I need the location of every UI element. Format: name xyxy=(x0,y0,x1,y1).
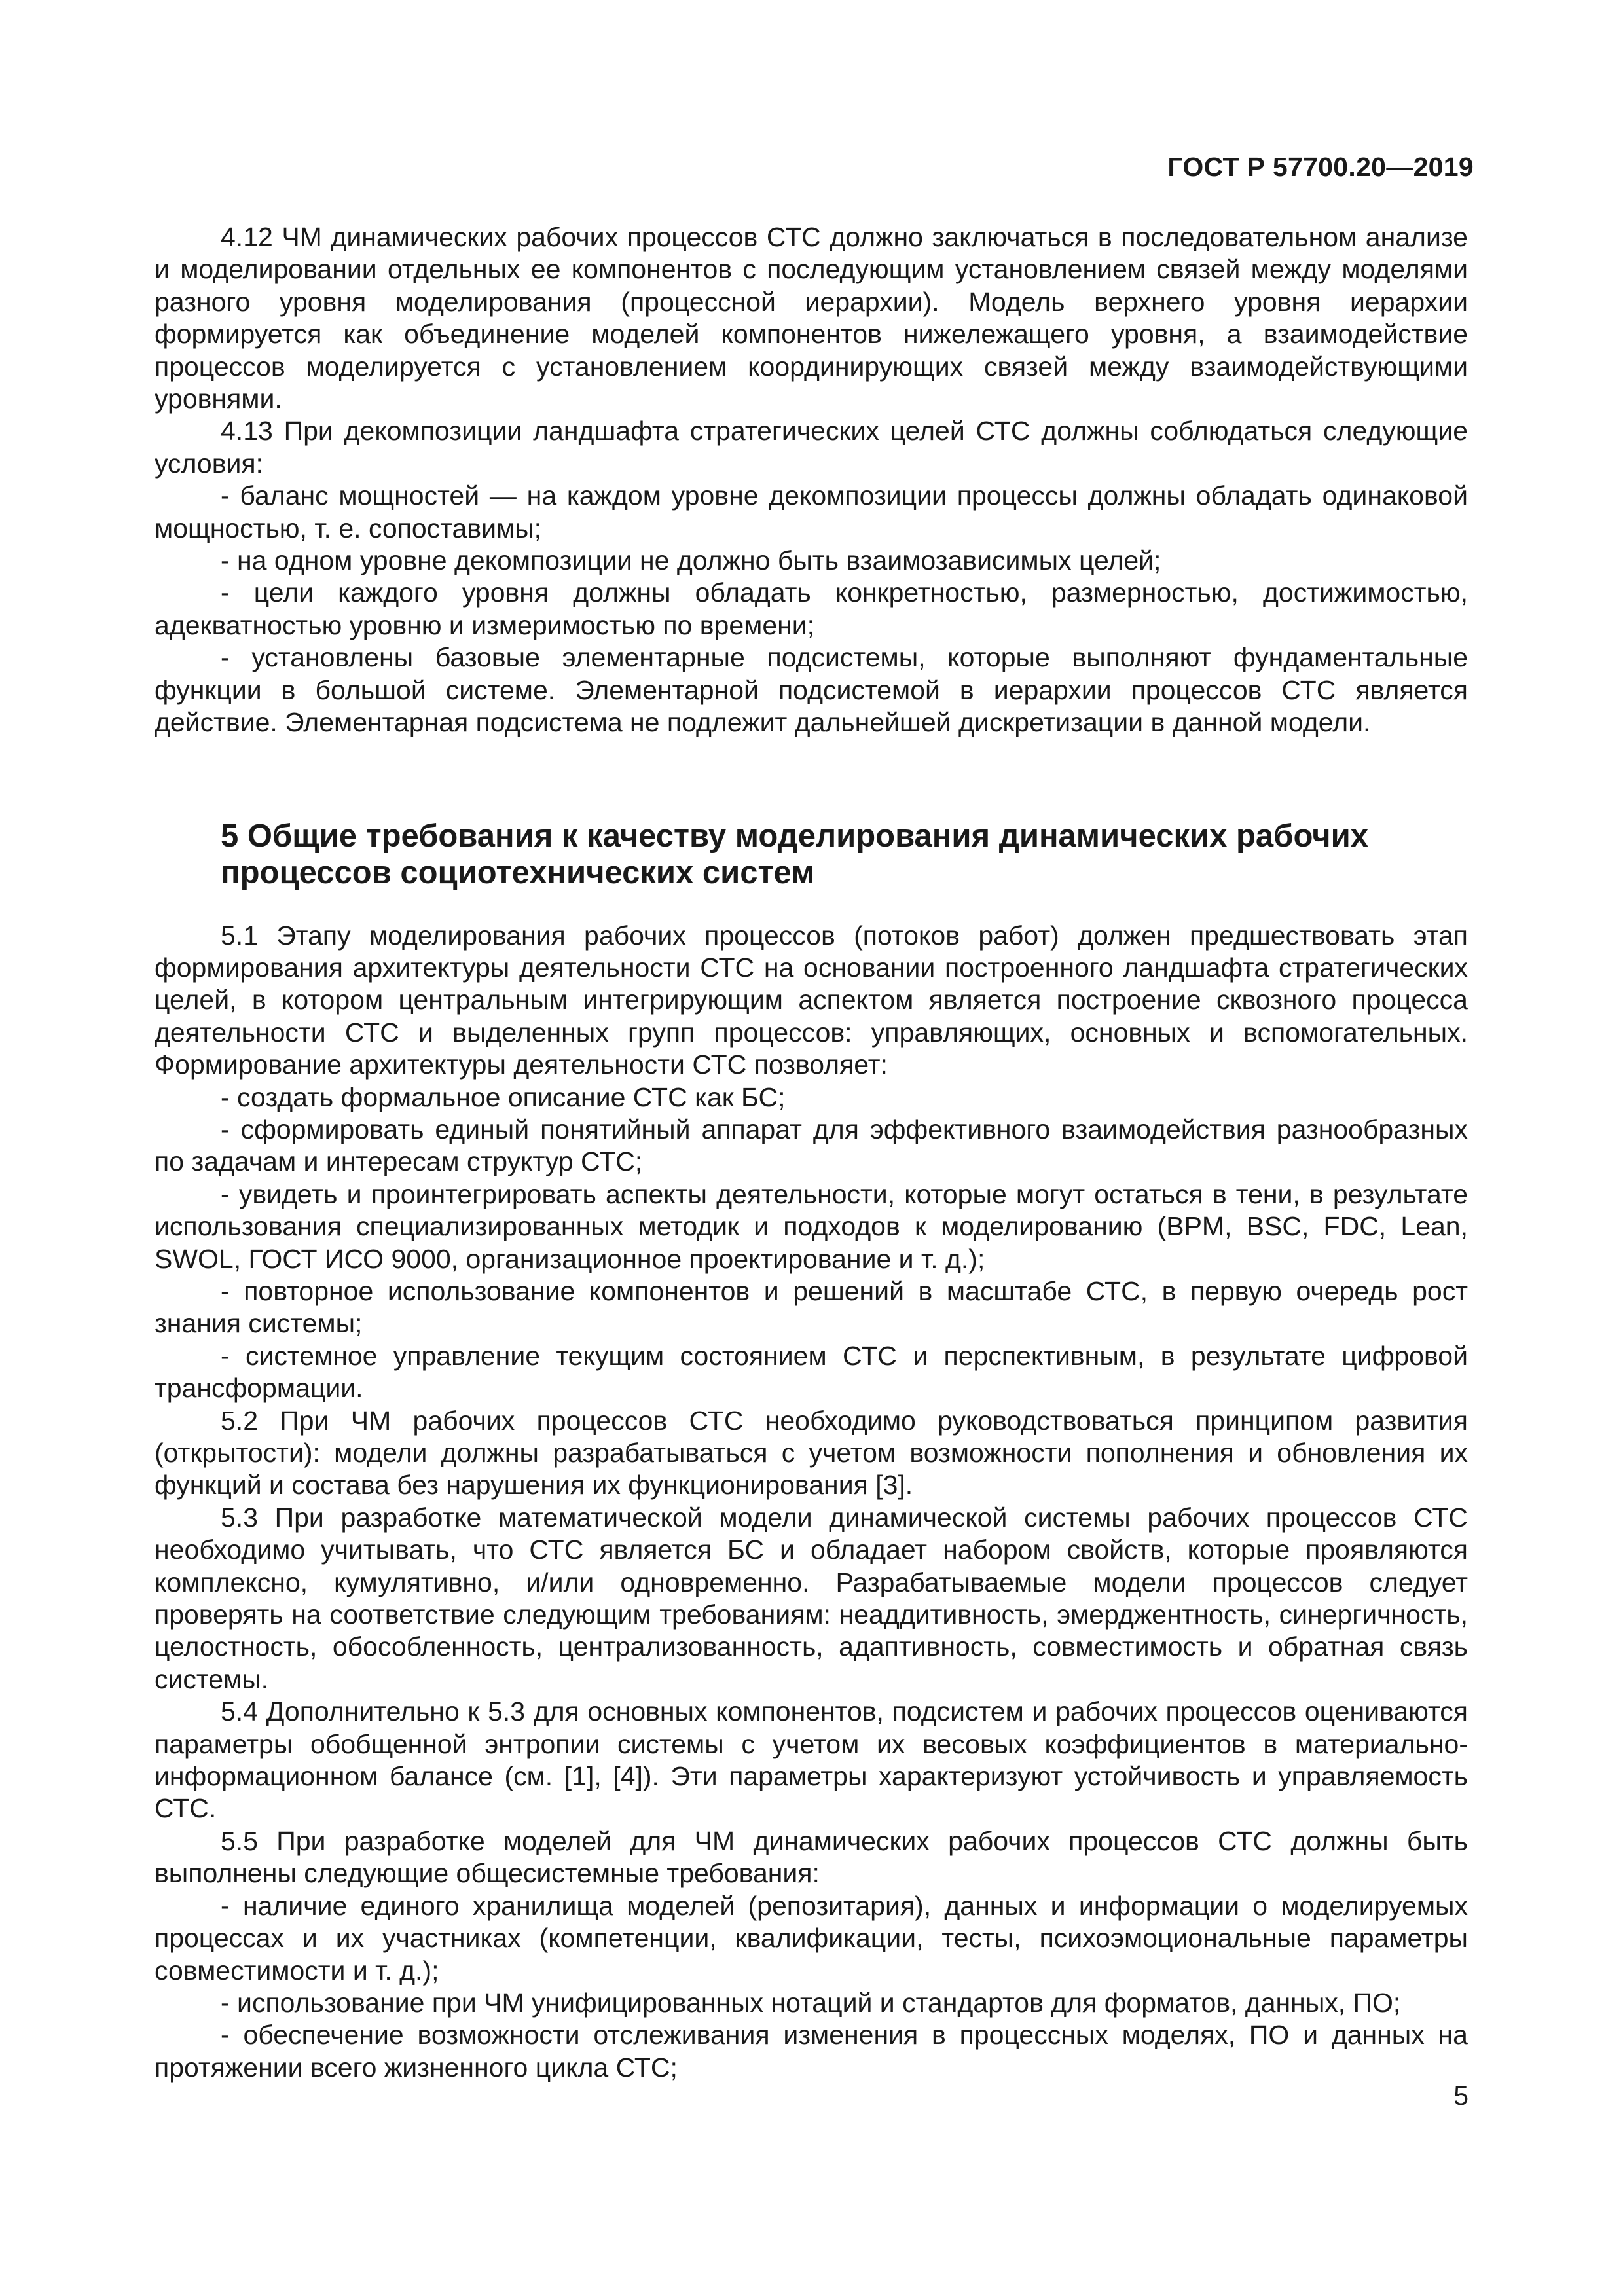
paragraph-5-4: 5.4 Дополнительно к 5.3 для основных компонентов, подсистем и рабочих процессов оцениваются параметры обобщенной энтропии системы с учетом их весовых коэффициентов в материально-информационном балансе (см. [1], [4]). Эти параметры характеризуют устойчивость и управляемость СТС. xyxy=(155,1696,1468,1824)
list-item: - системное управление текущим состоянием СТС и перспективным, в результате цифровой трансформации. xyxy=(155,1340,1468,1404)
list-item: - наличие единого хранилища моделей (репозитария), данных и информации о моделируемых процессах и их участниках (компетенции, квалификации, тесты, психоэмоциональные параметры совместимости и т. д.); xyxy=(155,1890,1468,1986)
paragraph-5-5: 5.5 При разработке моделей для ЧМ динамических рабочих процессов СТС должны быть выполнены следующие общесистемные требования: xyxy=(155,1825,1468,1889)
paragraph-4-13: 4.13 При декомпозиции ландшафта стратегических целей СТС должны соблюдаться следующие условия: xyxy=(155,416,1468,479)
list-item: - цели каждого уровня должны обладать конкретностью, размерностью, достижимостью, адекватностью уровню и измеримостью по времени; xyxy=(155,577,1468,640)
list-item: - создать формальное описание СТС как БС; xyxy=(221,1082,786,1112)
list-item: - увидеть и проинтегрировать аспекты деятельности, которые могут остаться в тени, в результате использования специализированных методик и подходов к моделированию (BPM, BSC, FDC, Lean, SWOL, ГОСТ ИСО 9000, организационное проектирование и т. д.); xyxy=(155,1178,1468,1274)
document-body xyxy=(155,221,1468,2084)
page-number: 5 xyxy=(1453,2081,1468,2111)
list-item: - обеспечение возможности отслеживания изменения в процессных моделях, ПО и данных на протяжении всего жизненного цикла СТС; xyxy=(155,2020,1468,2083)
paragraph-4-12: 4.12 ЧМ динамических рабочих процессов СТС должно заключаться в последовательном анализе и моделировании отдельных ее компонентов с последующим установлением связей между моделями разного уровня моделирования (процессной иерархии). Модель верхнего уровня иерархии формируется как объединение моделей компонентов нижележащего уровня, а взаимодействие процессов моделируется с установлением координирующих связей между взаимодействующими уровнями. xyxy=(155,222,1468,414)
section-5-heading xyxy=(221,818,1468,891)
list-item: - баланс мощностей — на каждом уровне декомпозиции процессы должны обладать одинаковой мощностью, т. е. сопоставимы; xyxy=(155,481,1468,543)
section-5-heading-line-1: 5 Общие требования к качеству моделирования динамических рабочих xyxy=(221,818,1368,854)
standard-code-header: ГОСТ Р 57700.20—2019 xyxy=(1167,152,1474,182)
list-item: - на одном уровне декомпозиции не должно быть взаимозависимых целей; xyxy=(221,545,1161,576)
list-item: - использование при ЧМ унифицированных нотаций и стандартов для форматов, данных, ПО; xyxy=(221,1987,1401,2018)
section-5-heading-line-2: процессов социотехнических систем xyxy=(221,854,815,890)
list-item: - повторное использование компонентов и решений в масштабе СТС, в первую очередь рост знания системы; xyxy=(155,1275,1468,1339)
paragraph-5-1: 5.1 Этапу моделирования рабочих процессов (потоков работ) должен предшествовать этап формирования архитектуры деятельности СТС на основании построенного ландшафта стратегических целей, в котором центральным интегрирующим аспектом является построение сквозного процесса деятельности СТС и выделенных групп процессов: управляющих, основных и вспомогательных. Формирование архитектуры деятельности СТС позволяет: xyxy=(155,920,1468,1080)
paragraph-5-2: 5.2 При ЧМ рабочих процессов СТС необходимо руководствоваться принципом развития (открытости): модели должны разрабатываться с учетом возможности пополнения и обновления их функций и состава без нарушения их функционирования [3]. xyxy=(155,1405,1468,1501)
paragraph-5-3: 5.3 При разработке математической модели динамической системы рабочих процессов СТС необходимо учитывать, что СТС является БС и обладает набором свойств, которые проявляются комплексно, кумулятивно, и/или одновременно. Разрабатываемые модели процессов следует проверять на соответствие следующим требованиям: неаддитивность, эмерджентность, синергичность, целостность, обособленность, централизованность, адаптивность, совместимость и обратная связь системы. xyxy=(155,1502,1468,1694)
list-item: - сформировать единый понятийный аппарат для эффективного взаимодействия разнообразных по задачам и интересам структур СТС; xyxy=(155,1114,1468,1177)
list-item: - установлены базовые элементарные подсистемы, которые выполняют фундаментальные функции в большой системе. Элементарной подсистемой в иерархии процессов СТС является действие. Элементарная подсистема не подлежит дальнейшей дискретизации в данной модели. xyxy=(155,642,1468,738)
